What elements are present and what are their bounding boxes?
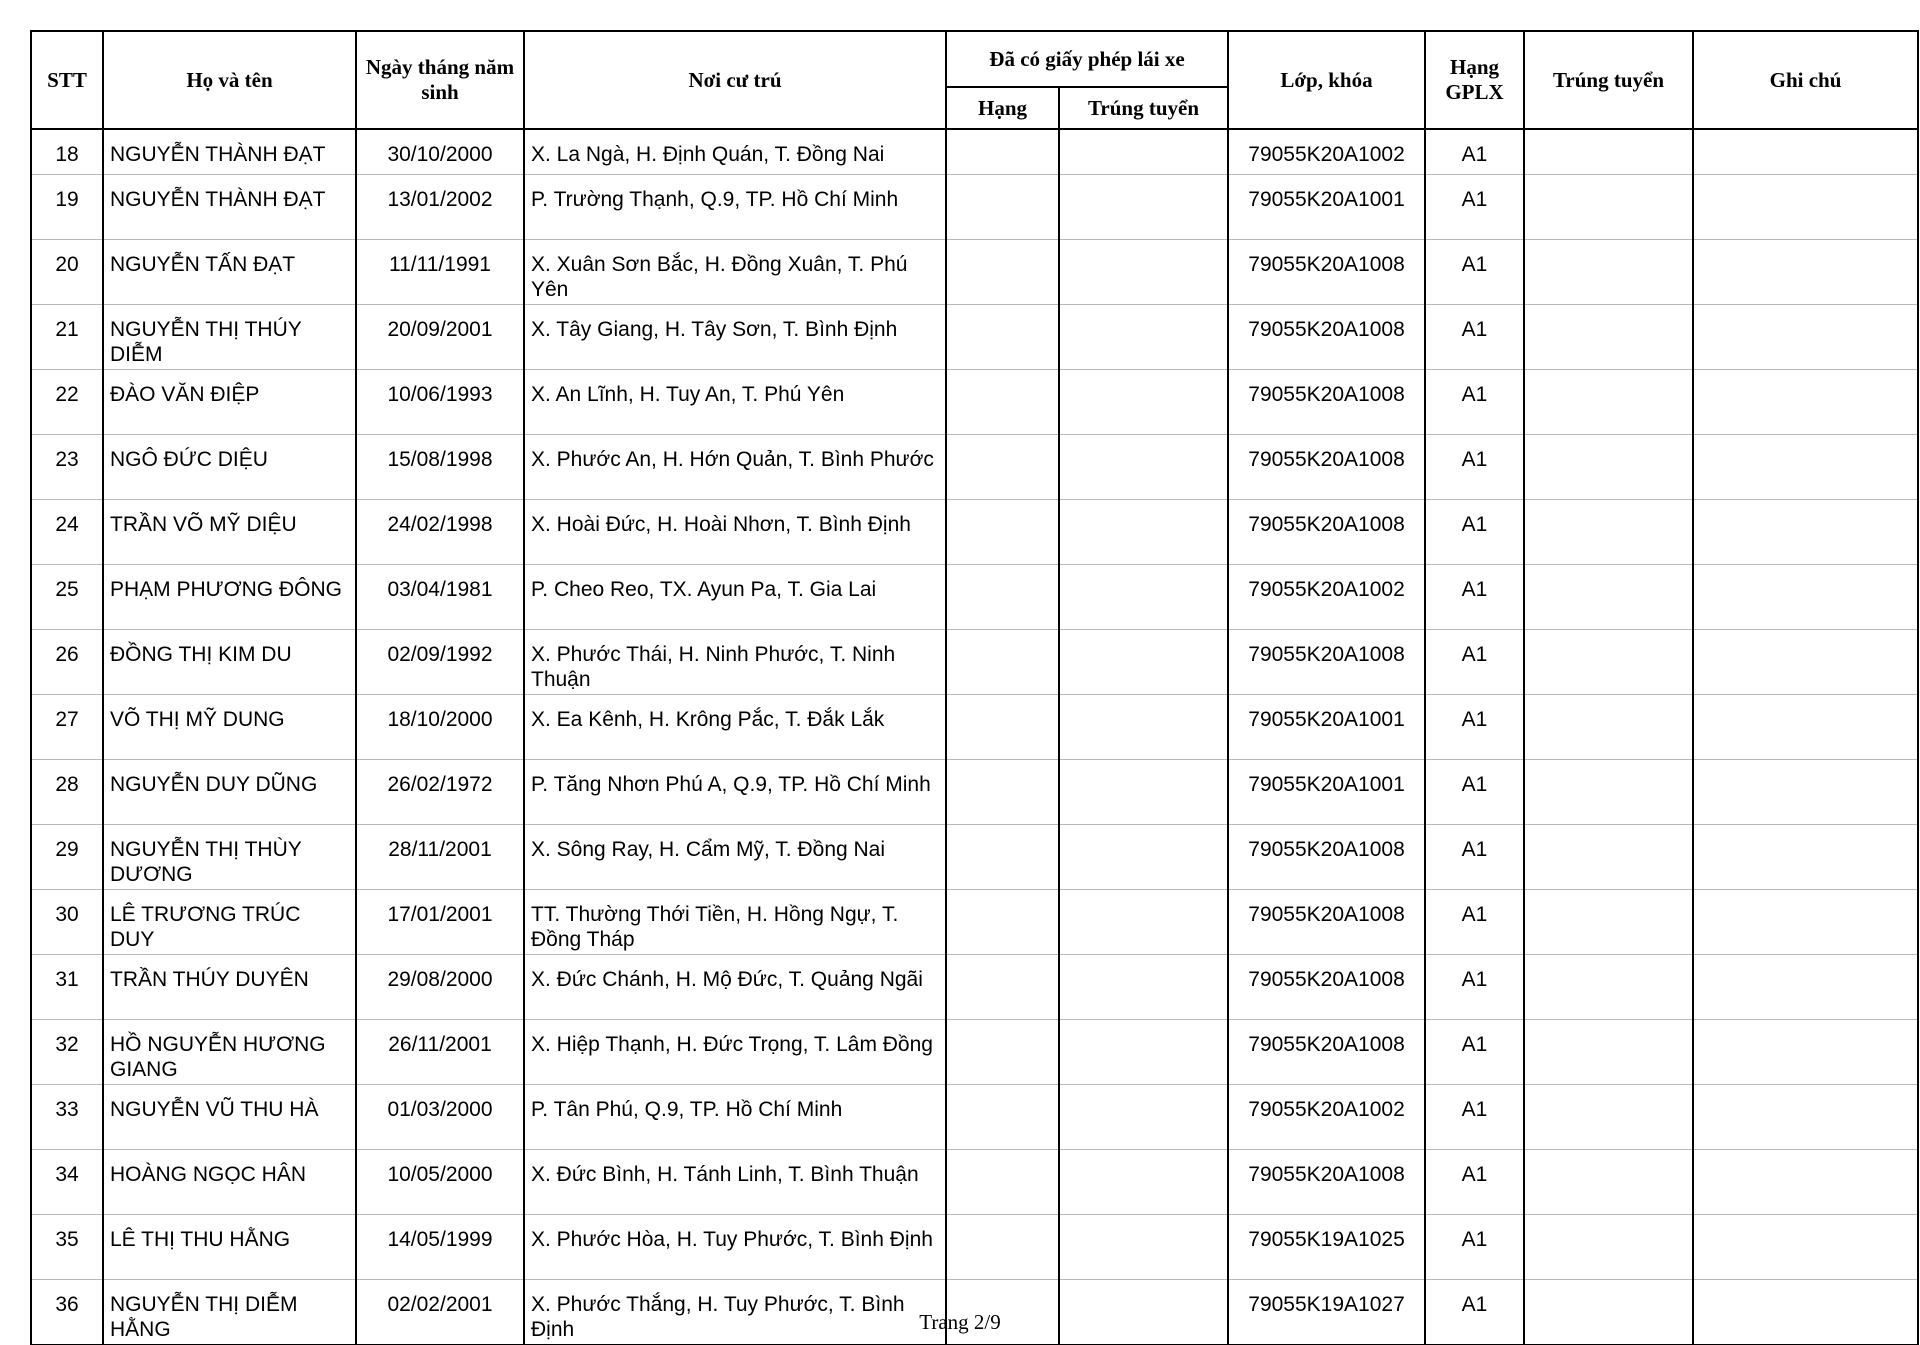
cell-gplx-class: A1: [1425, 434, 1524, 499]
cell-passed: [1524, 1019, 1693, 1084]
table-row: [31, 1149, 1918, 1214]
cell-class-course: 79055K19A1025: [1228, 1214, 1425, 1279]
table-row: [31, 824, 1918, 889]
cell-stt: 29: [31, 824, 103, 889]
cell-residence: X. Phước Thắng, H. Tuy Phước, T. Bình Định: [524, 1279, 946, 1344]
cell-license-passed: [1059, 434, 1228, 499]
cell-class-course: 79055K20A1001: [1228, 759, 1425, 824]
cell-name: LÊ TRƯƠNG TRÚC DUY: [103, 889, 356, 954]
student-roster-table: [30, 30, 1919, 1345]
cell-stt: 21: [31, 304, 103, 369]
cell-class-course: 79055K20A1008: [1228, 304, 1425, 369]
cell-license-class: [946, 629, 1059, 694]
cell-name: NGÔ ĐỨC DIỆU: [103, 434, 356, 499]
cell-name: NGUYỄN THỊ DIỄM HẰNG: [103, 1279, 356, 1344]
cell-license-passed: [1059, 564, 1228, 629]
cell-stt: 33: [31, 1084, 103, 1149]
cell-passed: [1524, 369, 1693, 434]
header-residence: Nơi cư trú: [524, 31, 946, 129]
cell-stt: 30: [31, 889, 103, 954]
cell-license-class: [946, 889, 1059, 954]
cell-license-class: [946, 369, 1059, 434]
cell-name: LÊ THỊ THU HẰNG: [103, 1214, 356, 1279]
cell-name: NGUYỄN VŨ THU HÀ: [103, 1084, 356, 1149]
cell-license-passed: [1059, 499, 1228, 564]
cell-license-passed: [1059, 304, 1228, 369]
cell-name: HỒ NGUYỄN HƯƠNG GIANG: [103, 1019, 356, 1084]
cell-passed: [1524, 954, 1693, 1019]
cell-notes: [1693, 694, 1918, 759]
cell-passed: [1524, 694, 1693, 759]
cell-passed: [1524, 129, 1693, 174]
cell-passed: [1524, 889, 1693, 954]
cell-stt: 28: [31, 759, 103, 824]
cell-license-passed: [1059, 1084, 1228, 1149]
table-row: [31, 759, 1918, 824]
cell-license-passed: [1059, 369, 1228, 434]
cell-gplx-class: A1: [1425, 239, 1524, 304]
cell-license-class: [946, 1084, 1059, 1149]
cell-residence: X. Sông Ray, H. Cẩm Mỹ, T. Đồng Nai: [524, 824, 946, 889]
cell-license-passed: [1059, 759, 1228, 824]
cell-gplx-class: A1: [1425, 759, 1524, 824]
cell-notes: [1693, 174, 1918, 239]
cell-gplx-class: A1: [1425, 129, 1524, 174]
header-stt: STT: [31, 31, 103, 129]
header-passed: Trúng tuyển: [1524, 31, 1693, 129]
table-row: [31, 1214, 1918, 1279]
cell-class-course: 79055K20A1008: [1228, 954, 1425, 1019]
header-gplx-class: Hạng GPLX: [1425, 31, 1524, 129]
cell-name: ĐÀO VĂN ĐIỆP: [103, 369, 356, 434]
cell-class-course: 79055K20A1002: [1228, 1084, 1425, 1149]
cell-license-class: [946, 694, 1059, 759]
cell-passed: [1524, 1149, 1693, 1214]
cell-dob: 02/02/2001: [356, 1279, 524, 1344]
cell-name: NGUYỄN THỊ THÚY DIỄM: [103, 304, 356, 369]
cell-dob: 10/06/1993: [356, 369, 524, 434]
cell-passed: [1524, 1084, 1693, 1149]
cell-dob: 28/11/2001: [356, 824, 524, 889]
cell-stt: 18: [31, 129, 103, 174]
cell-gplx-class: A1: [1425, 499, 1524, 564]
cell-gplx-class: A1: [1425, 1084, 1524, 1149]
cell-gplx-class: A1: [1425, 174, 1524, 239]
cell-stt: 19: [31, 174, 103, 239]
cell-passed: [1524, 239, 1693, 304]
header-notes: Ghi chú: [1693, 31, 1918, 129]
table-row: [31, 369, 1918, 434]
cell-residence: X. La Ngà, H. Định Quán, T. Đồng Nai: [524, 129, 946, 174]
cell-stt: 27: [31, 694, 103, 759]
header-license-group: Đã có giấy phép lái xe: [946, 31, 1228, 87]
cell-name: NGUYỄN DUY DŨNG: [103, 759, 356, 824]
cell-name: ĐỒNG THỊ KIM DU: [103, 629, 356, 694]
cell-license-class: [946, 954, 1059, 1019]
header-license-passed: Trúng tuyển: [1059, 87, 1228, 129]
table-header: [31, 31, 1918, 129]
cell-dob: 30/10/2000: [356, 129, 524, 174]
cell-dob: 02/09/1992: [356, 629, 524, 694]
cell-residence: X. Phước Thái, H. Ninh Phước, T. Ninh Thuận: [524, 629, 946, 694]
cell-license-class: [946, 759, 1059, 824]
cell-residence: X. Ea Kênh, H. Krông Pắc, T. Đắk Lắk: [524, 694, 946, 759]
cell-notes: [1693, 129, 1918, 174]
cell-name: NGUYỄN TẤN ĐẠT: [103, 239, 356, 304]
cell-dob: 01/03/2000: [356, 1084, 524, 1149]
cell-license-passed: [1059, 694, 1228, 759]
cell-name: HOÀNG NGỌC HÂN: [103, 1149, 356, 1214]
table-row: [31, 629, 1918, 694]
cell-class-course: 79055K20A1002: [1228, 564, 1425, 629]
cell-class-course: 79055K20A1008: [1228, 824, 1425, 889]
cell-notes: [1693, 564, 1918, 629]
cell-passed: [1524, 174, 1693, 239]
cell-license-class: [946, 239, 1059, 304]
cell-license-passed: [1059, 239, 1228, 304]
cell-residence: X. Tây Giang, H. Tây Sơn, T. Bình Định: [524, 304, 946, 369]
cell-notes: [1693, 1019, 1918, 1084]
cell-gplx-class: A1: [1425, 1149, 1524, 1214]
cell-notes: [1693, 1149, 1918, 1214]
cell-license-class: [946, 1149, 1059, 1214]
cell-license-passed: [1059, 1019, 1228, 1084]
cell-gplx-class: A1: [1425, 629, 1524, 694]
cell-dob: 13/01/2002: [356, 174, 524, 239]
cell-license-passed: [1059, 1149, 1228, 1214]
cell-class-course: 79055K20A1001: [1228, 174, 1425, 239]
cell-dob: 29/08/2000: [356, 954, 524, 1019]
cell-license-class: [946, 129, 1059, 174]
cell-stt: 23: [31, 434, 103, 499]
cell-residence: P. Trường Thạnh, Q.9, TP. Hồ Chí Minh: [524, 174, 946, 239]
cell-class-course: 79055K20A1001: [1228, 694, 1425, 759]
cell-gplx-class: A1: [1425, 304, 1524, 369]
cell-license-passed: [1059, 129, 1228, 174]
cell-dob: 18/10/2000: [356, 694, 524, 759]
cell-dob: 10/05/2000: [356, 1149, 524, 1214]
table-row: [31, 239, 1918, 304]
table-row: [31, 499, 1918, 564]
cell-dob: 26/11/2001: [356, 1019, 524, 1084]
cell-notes: [1693, 369, 1918, 434]
cell-dob: 26/02/1972: [356, 759, 524, 824]
cell-stt: 36: [31, 1279, 103, 1344]
table-row: [31, 129, 1918, 174]
cell-passed: [1524, 629, 1693, 694]
cell-residence: X. Hoài Đức, H. Hoài Nhơn, T. Bình Định: [524, 499, 946, 564]
cell-gplx-class: A1: [1425, 1019, 1524, 1084]
cell-notes: [1693, 629, 1918, 694]
cell-class-course: 79055K20A1008: [1228, 629, 1425, 694]
cell-stt: 35: [31, 1214, 103, 1279]
cell-dob: 24/02/1998: [356, 499, 524, 564]
cell-dob: 11/11/1991: [356, 239, 524, 304]
cell-notes: [1693, 824, 1918, 889]
cell-license-class: [946, 174, 1059, 239]
table-row: [31, 564, 1918, 629]
table-row: [31, 434, 1918, 499]
cell-license-passed: [1059, 1214, 1228, 1279]
cell-notes: [1693, 434, 1918, 499]
cell-license-passed: [1059, 629, 1228, 694]
cell-stt: 25: [31, 564, 103, 629]
cell-license-class: [946, 824, 1059, 889]
cell-name: PHẠM PHƯƠNG ĐÔNG: [103, 564, 356, 629]
cell-dob: 14/05/1999: [356, 1214, 524, 1279]
cell-stt: 34: [31, 1149, 103, 1214]
cell-residence: P. Cheo Reo, TX. Ayun Pa, T. Gia Lai: [524, 564, 946, 629]
cell-class-course: 79055K20A1008: [1228, 1149, 1425, 1214]
cell-notes: [1693, 499, 1918, 564]
cell-gplx-class: A1: [1425, 954, 1524, 1019]
cell-passed: [1524, 759, 1693, 824]
cell-dob: 15/08/1998: [356, 434, 524, 499]
cell-class-course: 79055K20A1008: [1228, 369, 1425, 434]
cell-residence: P. Tăng Nhơn Phú A, Q.9, TP. Hồ Chí Minh: [524, 759, 946, 824]
cell-name: TRẦN VÕ MỸ DIỆU: [103, 499, 356, 564]
cell-name: NGUYỄN THÀNH ĐẠT: [103, 129, 356, 174]
cell-dob: 17/01/2001: [356, 889, 524, 954]
cell-license-class: [946, 499, 1059, 564]
table-row: [31, 1019, 1918, 1084]
cell-class-course: 79055K20A1008: [1228, 239, 1425, 304]
header-license-class: Hạng: [946, 87, 1059, 129]
cell-passed: [1524, 564, 1693, 629]
cell-stt: 24: [31, 499, 103, 564]
table-row: [31, 174, 1918, 239]
cell-class-course: 79055K20A1002: [1228, 129, 1425, 174]
cell-name: NGUYỄN THÀNH ĐẠT: [103, 174, 356, 239]
cell-residence: X. An Lĩnh, H. Tuy An, T. Phú Yên: [524, 369, 946, 434]
cell-license-passed: [1059, 954, 1228, 1019]
cell-license-class: [946, 1019, 1059, 1084]
cell-class-course: 79055K20A1008: [1228, 1019, 1425, 1084]
cell-notes: [1693, 304, 1918, 369]
cell-dob: 03/04/1981: [356, 564, 524, 629]
cell-passed: [1524, 434, 1693, 499]
cell-passed: [1524, 824, 1693, 889]
cell-residence: X. Hiệp Thạnh, H. Đức Trọng, T. Lâm Đồng: [524, 1019, 946, 1084]
cell-name: VÕ THỊ MỸ DUNG: [103, 694, 356, 759]
cell-gplx-class: A1: [1425, 1279, 1524, 1344]
cell-residence: X. Xuân Sơn Bắc, H. Đồng Xuân, T. Phú Yên: [524, 239, 946, 304]
cell-class-course: 79055K19A1027: [1228, 1279, 1425, 1344]
cell-gplx-class: A1: [1425, 889, 1524, 954]
cell-class-course: 79055K20A1008: [1228, 499, 1425, 564]
cell-gplx-class: A1: [1425, 824, 1524, 889]
cell-license-passed: [1059, 889, 1228, 954]
cell-gplx-class: A1: [1425, 564, 1524, 629]
cell-notes: [1693, 759, 1918, 824]
cell-gplx-class: A1: [1425, 369, 1524, 434]
header-class-course: Lớp, khóa: [1228, 31, 1425, 129]
cell-dob: 20/09/2001: [356, 304, 524, 369]
cell-class-course: 79055K20A1008: [1228, 434, 1425, 499]
cell-residence: X. Phước Hòa, H. Tuy Phước, T. Bình Định: [524, 1214, 946, 1279]
table-body: [31, 129, 1918, 1344]
table-row: [31, 954, 1918, 1019]
cell-residence: P. Tân Phú, Q.9, TP. Hồ Chí Minh: [524, 1084, 946, 1149]
cell-notes: [1693, 239, 1918, 304]
table-row: [31, 694, 1918, 759]
cell-notes: [1693, 889, 1918, 954]
cell-passed: [1524, 304, 1693, 369]
cell-name: NGUYỄN THỊ THÙY DƯƠNG: [103, 824, 356, 889]
cell-residence: X. Phước An, H. Hớn Quản, T. Bình Phước: [524, 434, 946, 499]
cell-residence: X. Đức Chánh, H. Mộ Đức, T. Quảng Ngãi: [524, 954, 946, 1019]
cell-stt: 20: [31, 239, 103, 304]
cell-notes: [1693, 1214, 1918, 1279]
cell-notes: [1693, 1084, 1918, 1149]
cell-notes: [1693, 954, 1918, 1019]
page-number: Trang 2/9: [919, 1310, 1001, 1334]
header-name: Họ và tên: [103, 31, 356, 129]
cell-passed: [1524, 499, 1693, 564]
cell-license-class: [946, 564, 1059, 629]
cell-license-passed: [1059, 174, 1228, 239]
cell-stt: 32: [31, 1019, 103, 1084]
cell-residence: X. Đức Bình, H. Tánh Linh, T. Bình Thuận: [524, 1149, 946, 1214]
table-row: [31, 1084, 1918, 1149]
cell-license-passed: [1059, 824, 1228, 889]
cell-stt: 26: [31, 629, 103, 694]
cell-class-course: 79055K20A1008: [1228, 889, 1425, 954]
table-row: [31, 889, 1918, 954]
cell-residence: TT. Thường Thới Tiền, H. Hồng Ngự, T. Đồng Tháp: [524, 889, 946, 954]
cell-name: TRẦN THÚY DUYÊN: [103, 954, 356, 1019]
cell-passed: [1524, 1214, 1693, 1279]
cell-license-class: [946, 434, 1059, 499]
cell-license-class: [946, 304, 1059, 369]
cell-gplx-class: A1: [1425, 1214, 1524, 1279]
cell-stt: 31: [31, 954, 103, 1019]
cell-stt: 22: [31, 369, 103, 434]
cell-license-class: [946, 1214, 1059, 1279]
cell-gplx-class: A1: [1425, 694, 1524, 759]
header-dob: Ngày tháng năm sinh: [356, 31, 524, 129]
table-row: [31, 304, 1918, 369]
